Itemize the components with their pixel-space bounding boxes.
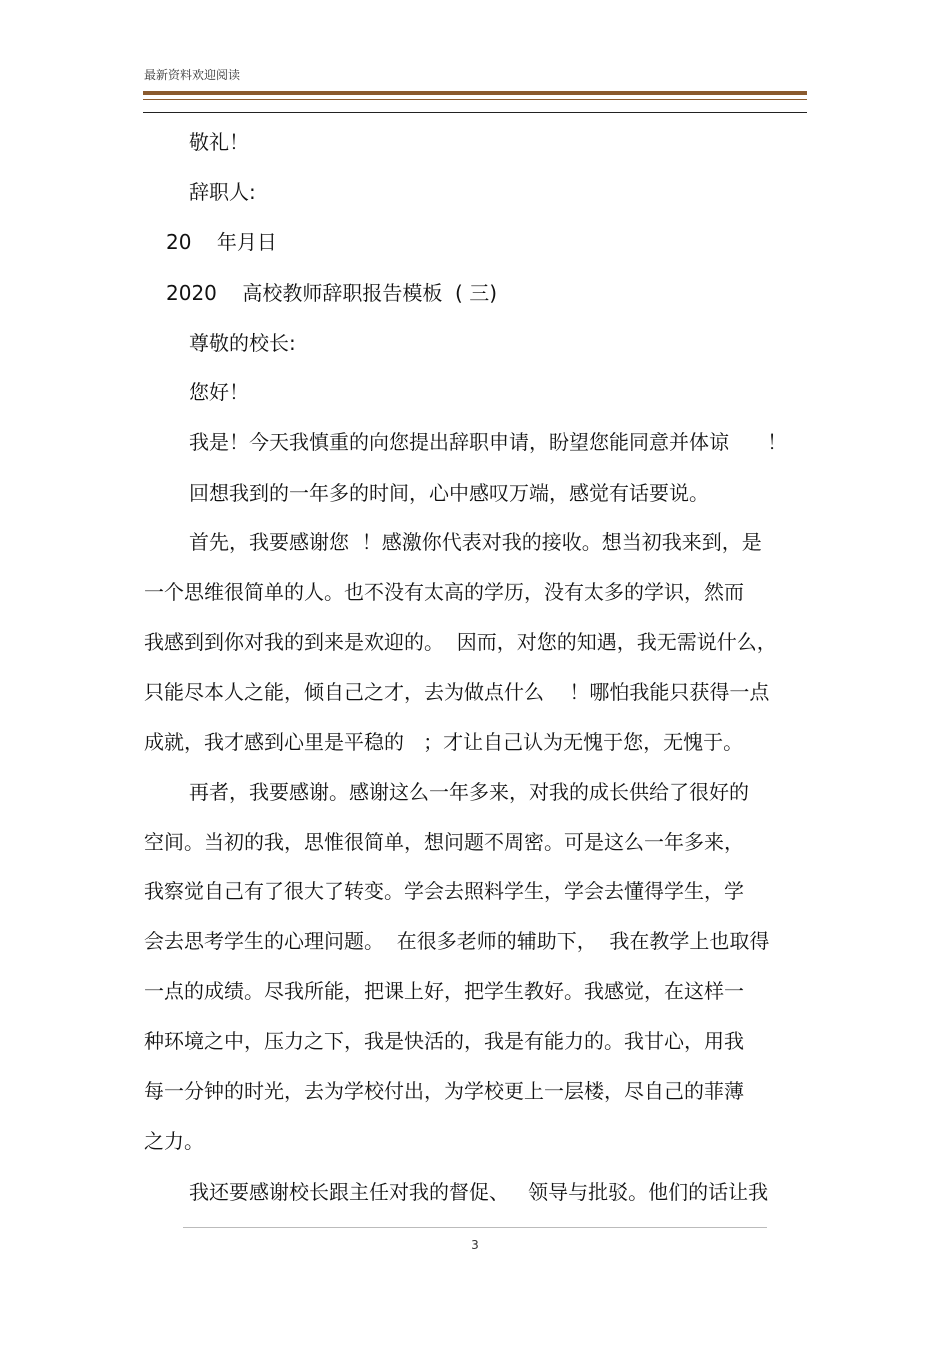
text-line: 我是！今天我慎重的向您提出辞职申请，盼望您能同意并体谅 ！ [189,430,788,454]
text-line: 首先，我要感谢您 ！感激你代表对我的接收。想当初我来到，是 [189,530,762,554]
text-line: 敬礼！ [189,130,249,154]
header-rule-black [143,112,807,113]
text-line: 每一分钟的时光，去为学校付出，为学校更上一层楼，尽自己的菲薄 [144,1079,744,1103]
text-line: 成就，我才感到心里是平稳的 ；才让自己认为无愧于您，无愧于。 [144,730,744,754]
text-line: 我感到到你对我的到来是欢迎的。 因而，对您的知遇，我无需说什么， [144,630,777,654]
text-line: 我察觉自己有了很大了转变。学会去照料学生，学会去懂得学生，学 [144,879,744,903]
text-line: 种环境之中，压力之下，我是快活的，我是有能力的。我甘心，用我 [144,1029,744,1053]
footer-rule [183,1227,767,1228]
text-line: 空间。当初的我，思惟很简单，想问题不周密。可是这么一年多来， [144,830,744,854]
header-rule-thin [143,99,807,100]
text-line: 我还要感谢校长跟主任对我的督促、 领导与批驳。他们的话让我 [189,1180,769,1204]
text-line: 一点的成绩。尽我所能，把课上好，把学生教好。我感觉，在这样一 [144,979,744,1003]
text-line: 再者，我要感谢。感谢这么一年多来，对我的成长供给了很好的 [189,780,749,804]
text-line: 回想我到的一年多的时间，心中感叹万端，感觉有话要说。 [189,481,709,505]
page-number: 3 [471,1238,479,1252]
text-line: 2020 高校教师辞职报告模板 ( 三) [166,281,498,305]
text-line: 会去思考学生的心理问题。 在很多老师的辅助下， 我在教学上也取得 [144,929,770,953]
text-line: 只能尽本人之能，倾自己之才，去为做点什么 ！哪怕我能只获得一点 [144,680,770,704]
text-line: 辞职人: [189,180,256,204]
header-rule-thick [143,91,807,95]
text-line: 20 年月日 [166,230,277,254]
text-line: 一个思维很简单的人。也不没有太高的学历，没有太多的学识，然而 [144,580,744,604]
text-line: 尊敬的校长: [189,331,296,355]
header-caption: 最新资料欢迎阅读 [144,68,241,82]
text-line: 您好！ [189,380,249,404]
text-line: 之力。 [144,1129,204,1153]
